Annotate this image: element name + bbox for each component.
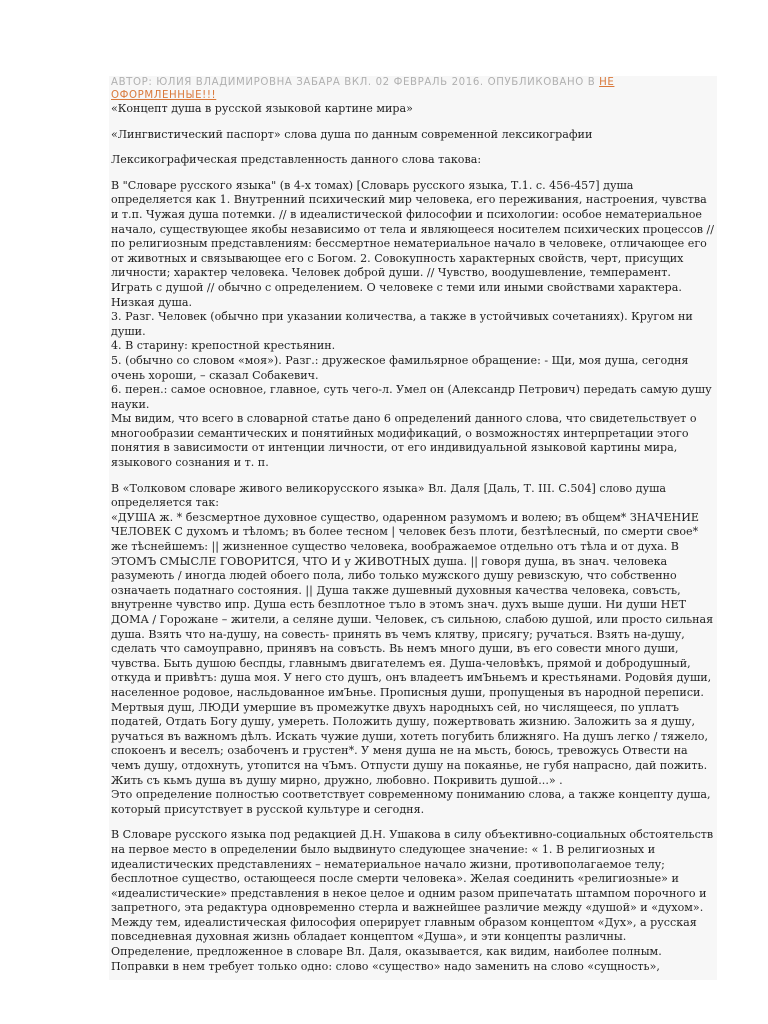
paragraph-definition-6: 6. перен.: самое основное, главное, суть чего-л. Умел он (Александр Петрович) передать самую душу науки. [111,383,712,411]
byline: АВТОР: ЮЛИЯ ВЛАДИМИРОВНА ЗАБАРА ВКЛ. 02 ФЕВРАЛЬ 2016. ОПУБЛИКОВАНО В [111,77,600,88]
paragraph-definition-5: 5. (обычно со словом «моя»). Разг.: дружеское фамильярное обращение: - Щи, моя душа, сегодня очень хороши, – сказал Собакевич. [111,353,689,382]
paragraph-definition-1: В "Словаре русского языка" (в 4-х томах) [Словарь русского языка, Т.1. с. 456-457] душа определяется как 1. Внутренний психический мир человека, его переживания, настроения, чувства и т.п. Чужая душа потемки. // в идеалистической философии и психологии: особое нематериальное начало, существующее якобы независимо от тела и являющееся носителем психических процессов // по религиозным представлениям: бессмертное нематериальное начало в человеке, отличающее его от животных и связывающее его с Богом. 2. Совокупность характерных свойств, черт, присущих личности; характер человека. Человек доброй души. // Чувство, воодушевление, темперамент. Играть с душой // обычно с определением. О человеке с теми или иными свойствами характера. Низкая душа. [111,178,714,309]
paragraph-definition-4: 4. В старину: крепостной крестьянин. [111,339,336,353]
paragraph-dahl-intro: В «Толковом словаре живого великорусского языка» Вл. Даля [Даль, Т. III. С.504] слово душа определяется так: [111,481,667,510]
paragraph-summary: Мы видим, что всего в словарной статье дано 6 определений данного слова, что свидетельствует о многообразии семантических и понятийных модификаций, о возможностях интерпретации этого понятия в зависимости от интенции личности, от его индивидуальной языковой картины мира, языкового сознания и т. п. [111,412,697,470]
article-subtitle: «Лингвистический паспорт» слова душа по данным современной лексикографии [111,127,593,141]
paragraph-ushakov: В Словаре русского языка под редакцией Д.Н. Ушакова в силу объективно-социальных обстоятельств на первое место в определении было выдвинуто следующее значение: « 1. В религиозных и идеалистических представлениях – нематериальное начало жизни, противополагаемое телу; бесплотное существо, остающееся после смерти человека». Желая соединить «религиозные» и «идеалистические» представления в некое целое и одним разом припечатать штампом порочного и запретного, эта редактура одновременно стерла и важнейшее различие между «душой» и «духом». Между тем, идеалистическая философия оперирует главным образом концептом «Дух», а русская повседневная духовная жизнь обладает концептом «Душа», и эти концепты различны. [111,828,714,944]
article-title: «Концепт душа в русской языковой картине мира» [111,102,413,115]
paragraph-intro: Лексикографическая представленность данного слова такова: [111,153,482,167]
paragraph-dahl-quote: «ДУША ж. * безсмертное духовное существо, одаренном разумомъ и волею; въ общем* ЗНАЧЕНИЕ ЧЕЛОВЕК С духомъ и тѣломъ; въ более тесном | человек безъ плоти, безтѣлесный, по смерти свое* же тѣснейшемъ: || жизненное существо человека, воображаемое отдельно отъ тѣла и от духа. В ЭТОМЪ СМЫСЛЕ ГОВОРИТСЯ, ЧТО И у ЖИВОТНЫХ душа. || говоря душа, въ знач. человека разумеють / иногда людей обоего пола, либо только мужского душу ревизскую, что собственно означаеть податнаго состояния. || Душа также душевный духовныя качества человека, совъсть, внутренне чувство ипр. Душа есть безплотное тъло в этомъ знач. духъ выше души. Ни души НЕТ ДОМА / Горожане – жители, а селяне души. Человек, съ сильною, слабою душой, или просто сильная душа. Взять что на-душу, на совесть- принять въ чемъ клятву, присягу; ручаться. Взять на-душу, сделать что самоуправно, принявъ на совъсть. Вь немъ много души, въ его совести много души, чувства. Быть душою беспды, главнымъ двигателемъ ея. Душа-человѣкъ, прямой и добродушный, откуда и привѣтъ: душа моя. У него сто душъ, онъ владеетъ имЪньемъ и крестьянами. Родовйя души, населенное родовое, насльдованное имЪнье. Прописныя души, пропущеныя въ народной переписи. Мертвыя душ, ЛЮДИ умершие въ промежутке двухъ народныхъ сей, но числящееся, по уплатъ податей, Отдать Богу душу, умереть. Положить душу, пожертвовать жизнию. Заложить за я душу, ручаться въ важномъ дѣлъ. Искать чужие души, хотеть погубить ближняго. На душъ легко / тяжело, спокоенъ и веселъ; озабоченъ и грустен*. У меня душа не на мьсть, боюсь, тревожусь Отвести на чемъ душу, отдохнуть, утопится на чЪмъ. Отпусти душу на покаянье, не губя напрасно, дай пожить. Жить съ кьмъ душа въ душу мирно, дружно, любовно. Покривить душой...» . [111,510,714,787]
paragraph-closing: Определение, предложенное в словаре Вл. Даля, оказывается, как видим, наиболее полным. Поправки в нем требует только одно: слово «существо» надо заменить на слово «сущность», [111,945,662,973]
paragraph-dahl-conclusion: Это определение полностью соответствует современному пониманию слова, а также концепту душа, который присутствует в русской культуре и сегодня. [111,788,711,816]
article-meta [111,76,715,102]
article-body [109,76,717,980]
paragraph-definition-3: 3. Разг. Человек (обычно при указании количества, а также в устойчивых сочетаниях). Кругом ни души. [111,310,693,338]
category-link[interactable]: НЕ ОФОРМЛЕННЫЕ!!! [111,77,615,101]
